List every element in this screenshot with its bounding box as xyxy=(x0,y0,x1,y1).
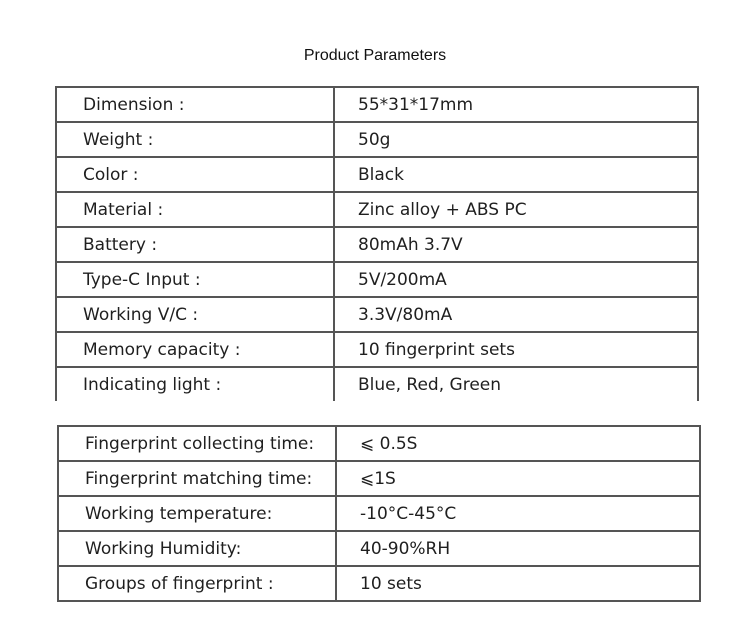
parameters-table-top xyxy=(55,86,699,401)
parameter-label: Working temperature: xyxy=(58,496,336,531)
parameter-label: Weight : xyxy=(56,122,334,157)
parameter-label: Type-C Input : xyxy=(56,262,334,297)
parameter-value: Black xyxy=(334,157,698,192)
parameter-label: Working Humidity: xyxy=(58,531,336,566)
parameter-value: 55*31*17mm xyxy=(334,87,698,122)
table-row xyxy=(56,262,698,297)
parameter-value: 40-90%RH xyxy=(336,531,700,566)
parameter-value: Blue, Red, Green xyxy=(334,367,698,401)
parameter-value: ⩽1S xyxy=(336,461,700,496)
parameter-value: 10 sets xyxy=(336,566,700,601)
table-row xyxy=(58,531,700,566)
table-row xyxy=(56,157,698,192)
table-row xyxy=(58,426,700,461)
parameter-label: Working V/C : xyxy=(56,297,334,332)
parameter-label: Color : xyxy=(56,157,334,192)
parameter-value: 10 fingerprint sets xyxy=(334,332,698,367)
table-row xyxy=(58,461,700,496)
table-row xyxy=(56,297,698,332)
parameter-value: Zinc alloy + ABS PC xyxy=(334,192,698,227)
table-row xyxy=(56,227,698,262)
parameter-label: Material : xyxy=(56,192,334,227)
table-row xyxy=(58,496,700,531)
parameter-value: 3.3V/80mA xyxy=(334,297,698,332)
table-row xyxy=(56,122,698,157)
parameter-label: Fingerprint matching time: xyxy=(58,461,336,496)
table-row xyxy=(58,566,700,601)
table-row xyxy=(56,367,698,401)
parameter-label: Dimension : xyxy=(56,87,334,122)
parameter-label: Memory capacity : xyxy=(56,332,334,367)
table-row xyxy=(56,192,698,227)
page-title: Product Parameters xyxy=(303,47,447,64)
parameter-label: Fingerprint collecting time: xyxy=(58,426,336,461)
table-row xyxy=(56,332,698,367)
parameter-label: Battery : xyxy=(56,227,334,262)
parameter-label: Groups of fingerprint : xyxy=(58,566,336,601)
table-row xyxy=(56,87,698,122)
parameter-value: 5V/200mA xyxy=(334,262,698,297)
parameter-label: Indicating light : xyxy=(56,367,334,401)
parameter-value: 80mAh 3.7V xyxy=(334,227,698,262)
parameters-table-bottom xyxy=(57,425,701,602)
parameter-value: -10°C-45°C xyxy=(336,496,700,531)
parameter-value: ⩽ 0.5S xyxy=(336,426,700,461)
parameter-value: 50g xyxy=(334,122,698,157)
